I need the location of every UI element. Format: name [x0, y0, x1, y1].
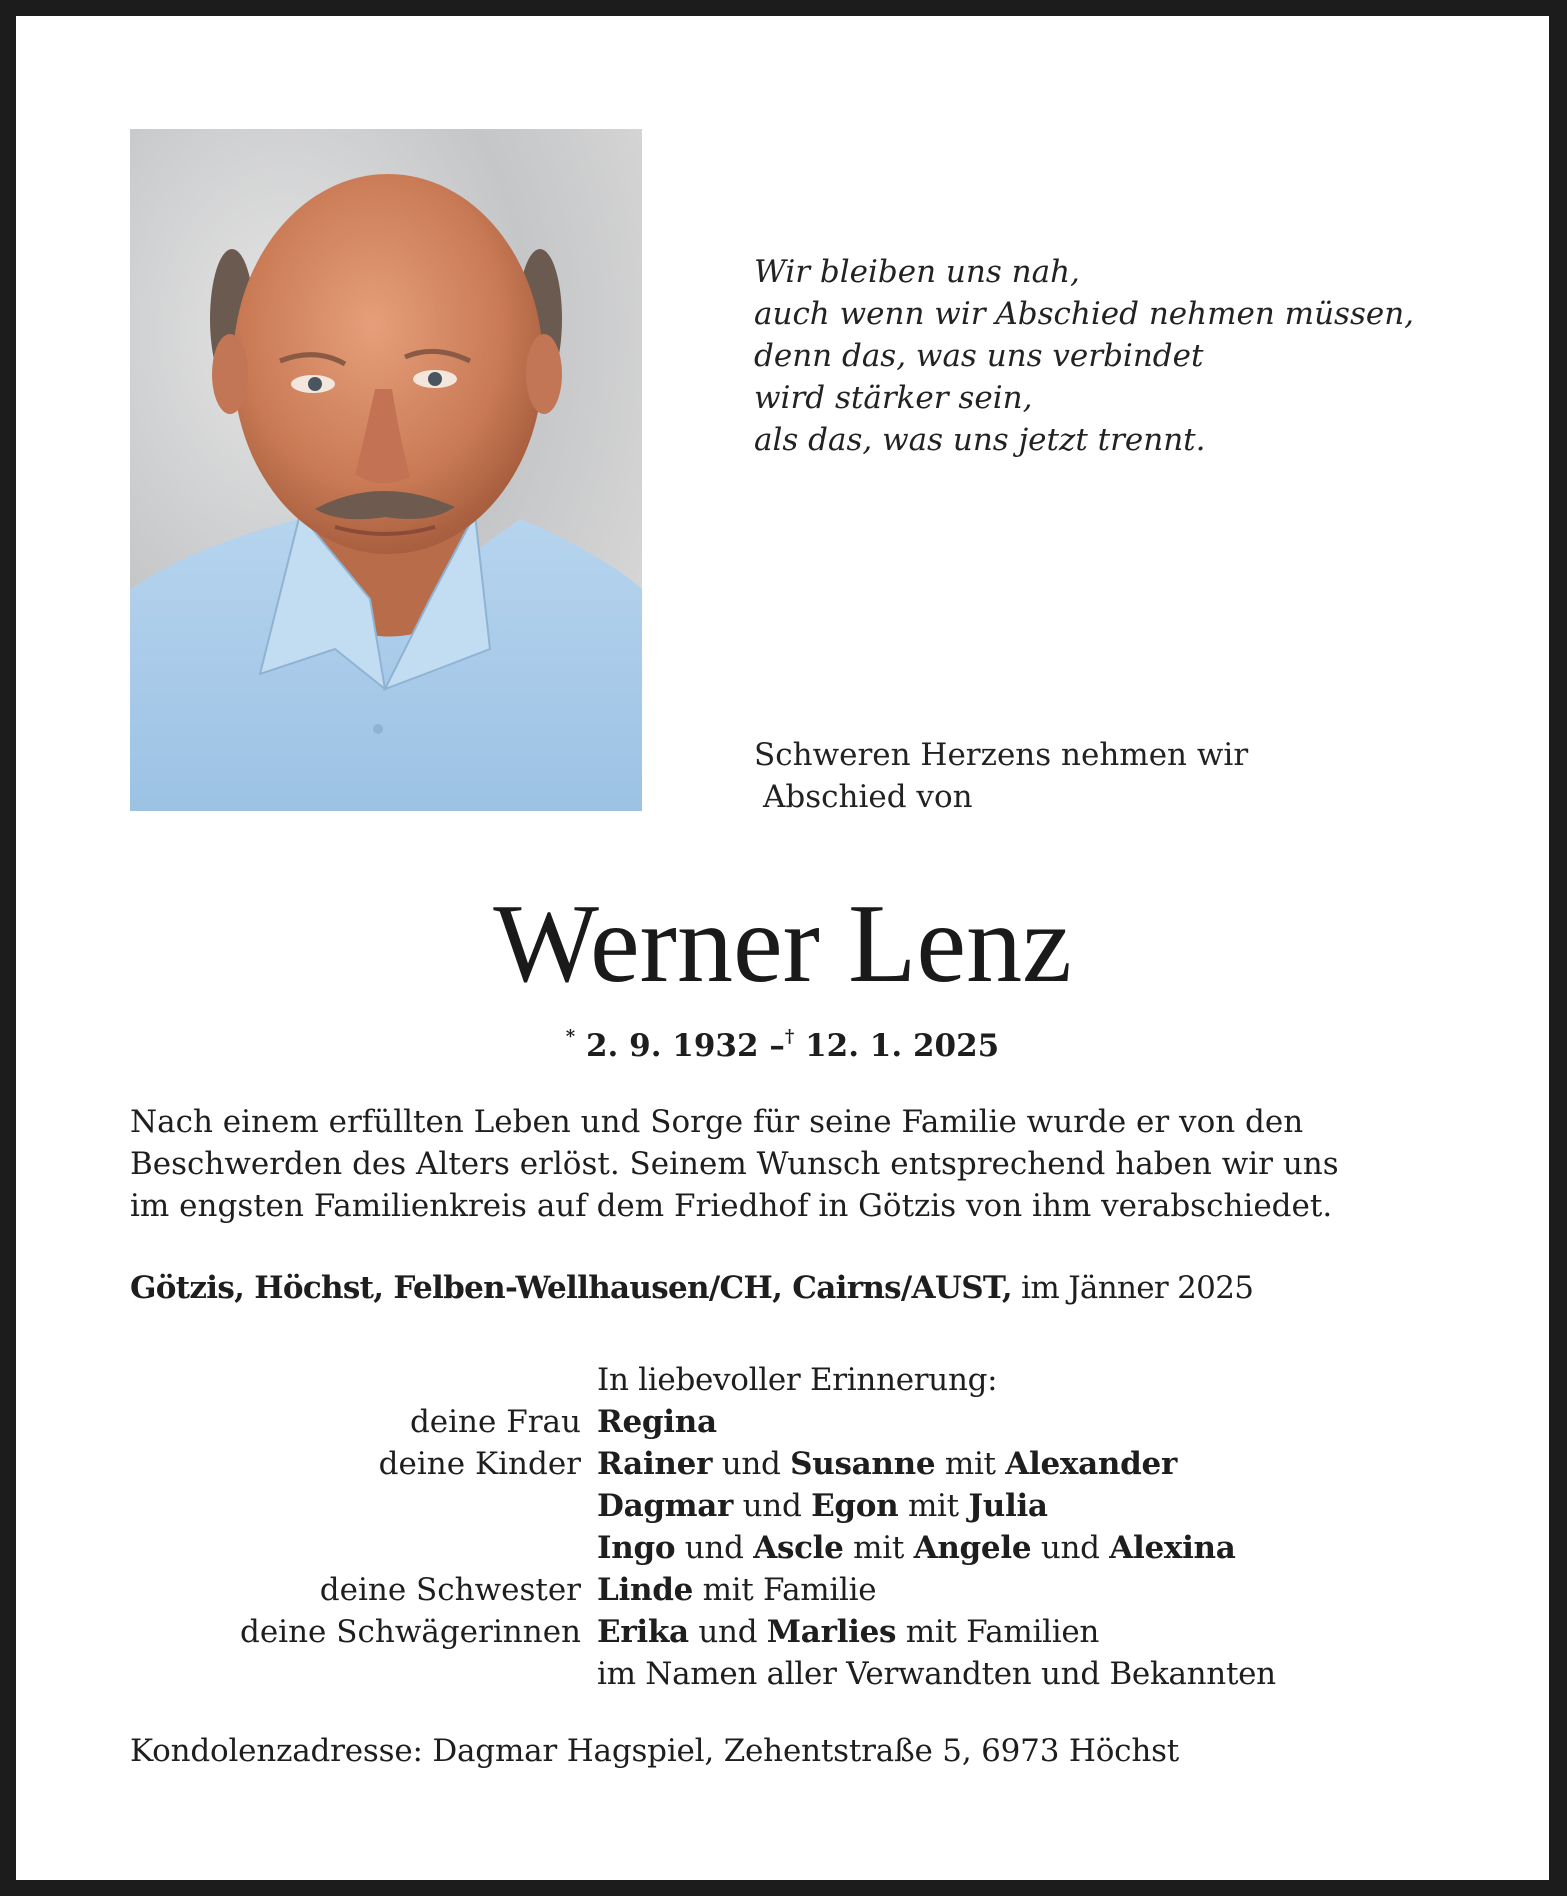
condolence-address: Kondolenzadresse: Dagmar Hagspiel, Zehentstraße 5, 6973 Höchst	[130, 1733, 1180, 1769]
mourner-name: Erika	[597, 1614, 689, 1650]
mourner-name: Ingo	[597, 1530, 676, 1566]
mourner-name: Susanne	[790, 1446, 936, 1482]
mourner-names	[597, 1443, 1177, 1485]
mourner-names	[597, 1569, 876, 1611]
portrait-image	[130, 129, 642, 811]
mourner-name: Linde	[597, 1572, 694, 1608]
mourner-names	[597, 1653, 1276, 1695]
places-line	[130, 1267, 1253, 1309]
death-date: 12. 1. 2025	[805, 1028, 1000, 1064]
poem-line: als das, was uns jetzt trennt.	[754, 422, 1206, 458]
connector-text: mit	[935, 1446, 1006, 1482]
poem-line: auch wenn wir Abschied nehmen müssen,	[754, 296, 1415, 332]
body-line: Beschwerden des Alters erlöst. Seinem Wunsch entsprechend haben wir uns	[130, 1146, 1339, 1182]
mourner-name: Egon	[811, 1488, 899, 1524]
poem	[754, 251, 1414, 461]
mourners-list	[16, 1359, 1549, 1695]
connector-text: im Namen aller Verwandten und Bekannten	[597, 1656, 1276, 1692]
mourner-row	[16, 1443, 1549, 1485]
mourner-name: Rainer	[597, 1446, 713, 1482]
deceased-name: Werner Lenz	[493, 882, 1072, 1006]
intro-text	[754, 734, 1248, 818]
mourner-names	[597, 1611, 1099, 1653]
mourner-rows	[16, 1401, 1549, 1695]
connector-text: und	[1031, 1530, 1110, 1566]
connector-text: mit Familien	[896, 1614, 1100, 1650]
mourner-row	[16, 1653, 1549, 1695]
relation-label: deine Schwester	[319, 1572, 581, 1608]
connector-text: mit Familie	[693, 1572, 877, 1608]
mourner-row	[16, 1401, 1549, 1443]
relation-label: deine Frau	[409, 1404, 581, 1440]
mourner-row	[16, 1569, 1549, 1611]
connector-text: und	[675, 1530, 754, 1566]
birth-date: 2. 9. 1932	[585, 1028, 759, 1064]
relation-label: deine Kinder	[378, 1446, 581, 1482]
life-dates	[16, 1016, 1549, 1067]
mourner-name: Ascle	[753, 1530, 844, 1566]
intro-line-1: Schweren Herzens nehmen wir	[754, 737, 1249, 773]
poem-line: denn das, was uns verbindet	[754, 338, 1204, 374]
date-separator: –	[769, 1028, 785, 1064]
obituary-page	[16, 16, 1549, 1880]
connector-text: und	[733, 1488, 812, 1524]
body-line: Nach einem erfüllten Leben und Sorge für seine Familie wurde er von den	[130, 1104, 1304, 1140]
connector-text: mit	[843, 1530, 914, 1566]
body-line: im engsten Familienkreis auf dem Friedhof in Götzis von ihm verabschiedet.	[130, 1188, 1333, 1224]
portrait-photo	[130, 129, 642, 811]
mourner-name: Alexina	[1109, 1530, 1236, 1566]
places-date: im Jänner 2025	[1021, 1270, 1254, 1306]
mourner-names	[597, 1401, 717, 1443]
places-list: Götzis, Höchst, Felben-Wellhausen/CH, Cairns/AUST,	[130, 1270, 1012, 1306]
mourner-row	[16, 1611, 1549, 1653]
poem-line: Wir bleiben uns nah,	[754, 254, 1080, 290]
mourner-name: Regina	[597, 1404, 717, 1440]
obituary-body	[130, 1101, 1450, 1227]
mourner-name: Dagmar	[597, 1488, 734, 1524]
mourner-name: Marlies	[766, 1614, 897, 1650]
mourner-names	[597, 1527, 1236, 1569]
mourner-names	[597, 1485, 1048, 1527]
birth-symbol: *	[565, 1026, 576, 1047]
memory-heading: In liebevoller Erinnerung:	[597, 1362, 998, 1398]
death-symbol: †	[784, 1026, 795, 1047]
mourner-name: Angele	[913, 1530, 1032, 1566]
connector-text: und	[688, 1614, 767, 1650]
mourner-row	[16, 1485, 1549, 1527]
relation-label: deine Schwägerinnen	[239, 1614, 581, 1650]
connector-text: und	[712, 1446, 791, 1482]
poem-line: wird stärker sein,	[754, 380, 1033, 416]
connector-text: mit	[898, 1488, 969, 1524]
mourner-name: Alexander	[1005, 1446, 1177, 1482]
mourner-name: Julia	[968, 1488, 1048, 1524]
intro-line-2: Abschied von	[763, 779, 973, 815]
mourner-row	[16, 1527, 1549, 1569]
